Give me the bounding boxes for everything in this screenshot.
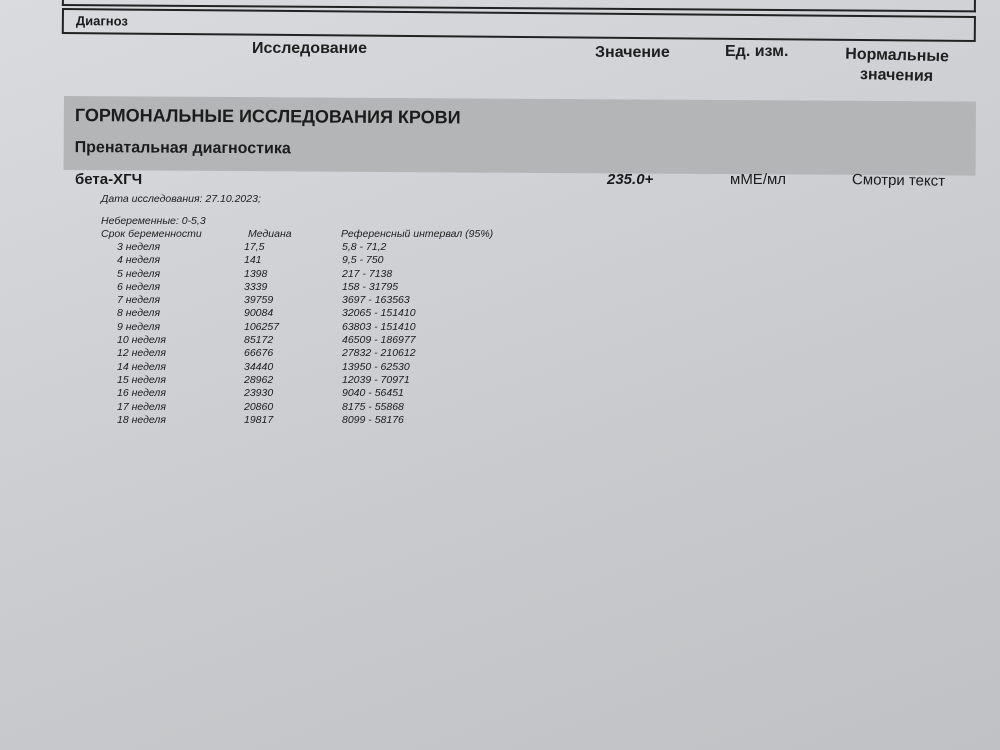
row-median: 19817 <box>244 413 274 426</box>
table-row <box>0 374 600 387</box>
row-interval: 46509 - 186977 <box>342 334 416 347</box>
row-median: 141 <box>244 254 262 267</box>
column-header-normal <box>844 45 949 88</box>
table-row <box>0 254 600 267</box>
table-row <box>0 401 600 414</box>
table-row <box>0 387 600 400</box>
row-week: 7 неделя <box>117 294 161 307</box>
non-pregnant-range: Небеременные: 0-5,3 <box>101 215 206 227</box>
row-median: 20860 <box>244 400 274 413</box>
row-interval: 5,8 - 71,2 <box>342 241 387 253</box>
column-header-study: Исследование <box>252 40 367 57</box>
row-week: 18 неделя <box>117 413 166 426</box>
table-row <box>0 334 600 347</box>
column-header-unit: Ед. изм. <box>725 43 789 60</box>
table-row <box>0 307 600 320</box>
row-week: 16 неделя <box>117 387 166 400</box>
row-week: 15 неделя <box>117 373 166 386</box>
row-week: 14 неделя <box>117 360 166 373</box>
row-median: 106257 <box>244 320 280 333</box>
row-median: 39759 <box>244 294 274 307</box>
row-interval: 9,5 - 750 <box>342 254 384 267</box>
row-median: 1398 <box>244 267 268 280</box>
table-row <box>0 347 600 360</box>
column-header-normal-line1: Нормальные <box>845 45 950 66</box>
row-week: 12 неделя <box>117 347 166 360</box>
row-interval: 9040 - 56451 <box>342 387 404 400</box>
section-title: ГОРМОНАЛЬНЫЕ ИССЛЕДОВАНИЯ КРОВИ <box>74 105 461 128</box>
row-interval: 158 - 31795 <box>342 280 399 293</box>
test-name: бета-ХГЧ <box>75 171 143 188</box>
row-interval: 12039 - 70971 <box>342 373 410 386</box>
test-value: 235.0+ <box>607 171 654 188</box>
row-interval: 3697 - 163563 <box>342 294 410 307</box>
row-interval: 8099 - 58176 <box>342 413 404 426</box>
row-week: 10 неделя <box>117 334 166 347</box>
table-row <box>0 241 600 254</box>
test-unit: мМЕ/мл <box>730 171 787 188</box>
ref-header-term: Срок беременности <box>101 228 202 240</box>
row-median: 23930 <box>244 387 274 400</box>
table-row <box>0 414 600 427</box>
study-date: Дата исследования: 27.10.2023; <box>101 193 261 205</box>
row-week: 9 неделя <box>117 320 161 333</box>
diagnosis-box <box>62 8 976 42</box>
reference-table <box>0 241 600 427</box>
table-row <box>0 361 600 374</box>
row-median: 90084 <box>244 307 274 320</box>
row-week: 17 неделя <box>117 400 166 413</box>
row-week: 3 неделя <box>117 241 161 253</box>
row-median: 28962 <box>244 373 274 386</box>
table-row <box>0 294 600 307</box>
ref-header-interval: Референсный интервал (95%) <box>341 228 494 240</box>
row-interval: 27832 - 210612 <box>342 347 416 360</box>
row-week: 6 неделя <box>117 280 161 293</box>
table-row <box>0 268 600 281</box>
column-header-normal-line2: значения <box>859 66 934 85</box>
row-interval: 217 - 7138 <box>342 267 393 280</box>
row-interval: 8175 - 55868 <box>342 400 404 413</box>
row-week: 5 неделя <box>117 267 161 280</box>
row-interval: 13950 - 62530 <box>342 360 410 373</box>
row-interval: 63803 - 151410 <box>342 320 416 333</box>
row-median: 66676 <box>244 347 274 360</box>
ref-header-median: Медиана <box>248 228 292 240</box>
section-band <box>64 96 976 176</box>
row-median: 34440 <box>244 360 274 373</box>
row-median: 85172 <box>244 334 274 347</box>
diagnosis-label: Диагноз <box>75 13 128 29</box>
table-row <box>0 281 600 294</box>
row-median: 17,5 <box>244 241 265 253</box>
row-interval: 32065 - 151410 <box>342 307 416 320</box>
row-week: 8 неделя <box>117 307 161 320</box>
test-normal-value: Смотри текст <box>851 171 946 190</box>
row-week: 4 неделя <box>117 254 161 267</box>
section-subtitle: Пренатальная диагностика <box>74 139 291 158</box>
table-row <box>0 321 600 334</box>
row-median: 3339 <box>244 280 268 293</box>
column-header-value: Значение <box>595 44 670 61</box>
